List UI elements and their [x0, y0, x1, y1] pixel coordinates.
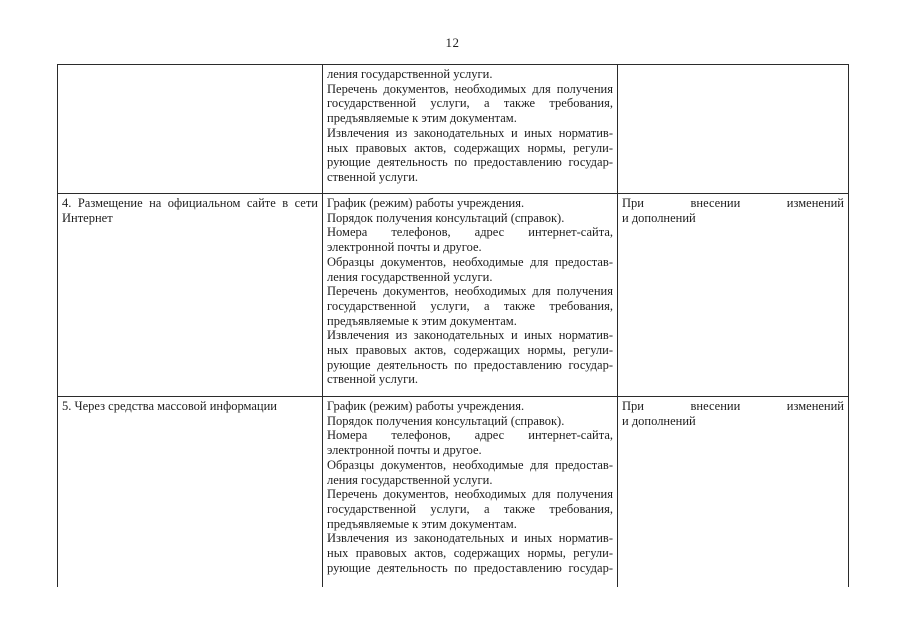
table-row-5: [58, 397, 849, 587]
text-line: Образцы документов, необходимые для предостав-: [327, 254, 613, 269]
text-line: государственной услуги, а также требования,: [327, 96, 613, 111]
text-line: Перечень документов, необходимых для получения: [327, 81, 613, 96]
text-line: Порядок получения консультаций (справок).: [327, 210, 565, 225]
text-line: государственной услуги, а также требования,: [327, 501, 613, 516]
text-line: Извлечения из законодательных и иных норматив-: [327, 531, 613, 546]
text-line: График (режим) работы учреждения.: [327, 196, 525, 210]
text-line: При внесении изменений: [622, 399, 844, 413]
cell-content-continuation: [323, 65, 618, 194]
text-line: Извлечения из законодательных и иных норматив-: [327, 125, 613, 140]
text-line: ления государственной услуги.: [327, 472, 493, 487]
text-line: предъявляемые к этим документам.: [327, 313, 517, 328]
text-line: 4. Размещение на официальном сайте в сети: [62, 196, 318, 210]
text-line: 5. Через средства массовой информации: [62, 399, 277, 413]
cell-frequency-4: [618, 194, 849, 397]
cell-method-5: [58, 397, 323, 587]
text-line: электронной почты и другое.: [327, 240, 482, 255]
cell-frequency-5: [618, 397, 849, 587]
text-line: предъявляемые к этим документам.: [327, 516, 517, 531]
text-line: электронной почты и другое.: [327, 443, 482, 458]
table-row-continuation: [58, 65, 849, 194]
table-row-4: [58, 194, 849, 397]
text-line: Номера телефонов, адрес интернет-сайта,: [327, 225, 613, 240]
text-line: рующие деятельность по предоставлению государ-: [327, 155, 613, 170]
text-line: ственной услуги.: [327, 372, 419, 387]
text-line: Перечень документов, необходимых для получения: [327, 487, 613, 502]
text-line: ных правовых актов, содержащих нормы, регули-: [327, 140, 613, 155]
text-line: рующие деятельность по предоставлению государ-: [327, 560, 613, 575]
text-line: государственной услуги, а также требования,: [327, 298, 613, 313]
page-number: 12: [445, 35, 460, 50]
text-line: предъявляемые к этим документам.: [327, 111, 517, 126]
text-line: Перечень документов, необходимых для получения: [327, 284, 613, 299]
text-line: График (режим) работы учреждения.: [327, 399, 525, 413]
text-line: рующие деятельность по предоставлению государ-: [327, 357, 613, 372]
cell-content-5: [323, 397, 618, 587]
text-line: и дополнений: [622, 413, 696, 428]
text-line: ления государственной услуги.: [327, 67, 493, 81]
text-line: При внесении изменений: [622, 196, 844, 210]
text-line: Образцы документов, необходимые для предостав-: [327, 457, 613, 472]
text-line: ных правовых актов, содержащих нормы, регули-: [327, 546, 613, 561]
text-line: Интернет: [62, 210, 113, 225]
text-line: Номера телефонов, адрес интернет-сайта,: [327, 428, 613, 443]
cell-method-continuation: [58, 65, 323, 194]
text-line: ственной услуги.: [327, 169, 419, 184]
info-placement-table: [57, 64, 849, 587]
text-line: ных правовых актов, содержащих нормы, регули-: [327, 343, 613, 358]
cell-content-4: [323, 194, 618, 397]
cell-frequency-continuation: [618, 65, 849, 194]
text-line: Извлечения из законодательных и иных норматив-: [327, 328, 613, 343]
text-line: и дополнений: [622, 210, 696, 225]
text-line: ления государственной услуги.: [327, 269, 493, 284]
cell-method-4: [58, 194, 323, 397]
text-line: Порядок получения консультаций (справок).: [327, 413, 565, 428]
